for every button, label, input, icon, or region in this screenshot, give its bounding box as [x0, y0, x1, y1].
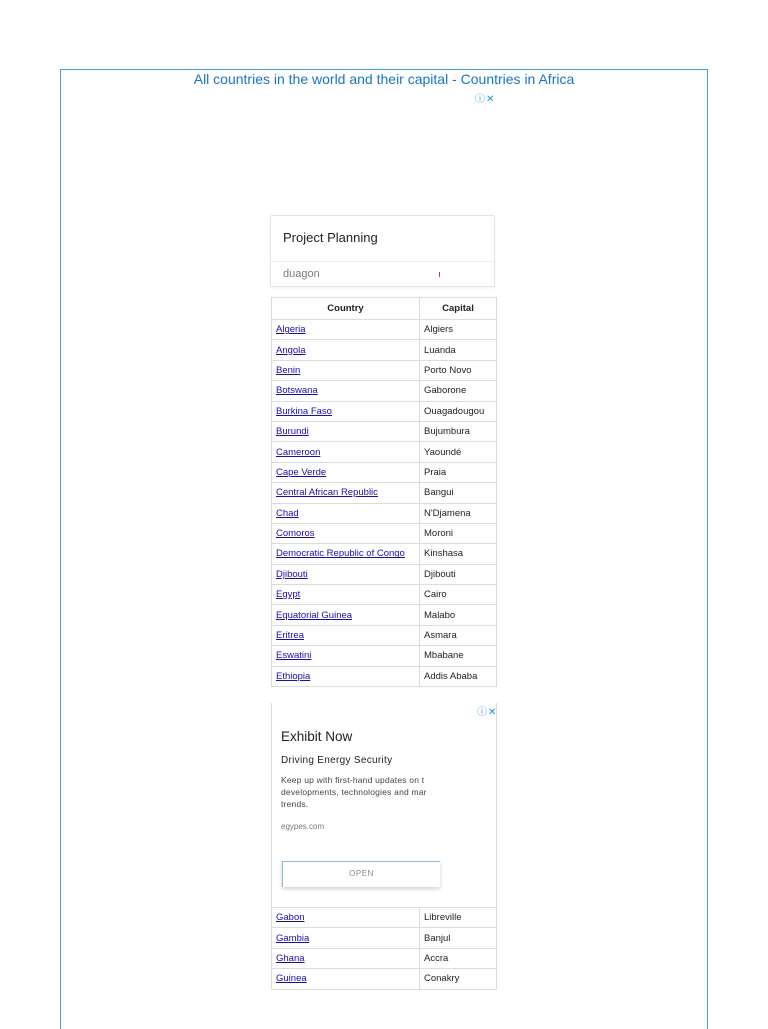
- table-row: [272, 544, 497, 564]
- country-link[interactable]: Algeria: [276, 324, 306, 336]
- country-cell: [272, 421, 420, 441]
- country-link[interactable]: Gambia: [276, 932, 310, 944]
- capital-cell: Mbabane: [420, 646, 497, 666]
- countries-table: [271, 297, 497, 687]
- ad-body-line: developments, technologies and mar: [281, 787, 427, 797]
- country-link[interactable]: Democratic Republic of Congo: [276, 548, 405, 560]
- countries-table-continued: [271, 907, 497, 990]
- table-row: [272, 483, 497, 503]
- country-link[interactable]: Burundi: [276, 426, 309, 438]
- table-row: [272, 340, 497, 360]
- capital-cell: Moroni: [420, 523, 497, 543]
- country-cell: [272, 544, 420, 564]
- country-link[interactable]: Cape Verde: [276, 466, 327, 478]
- country-cell: [272, 585, 420, 605]
- country-link[interactable]: Comoros: [276, 528, 315, 540]
- capital-cell: Libreville: [420, 908, 497, 928]
- ad-headline[interactable]: Exhibit Now: [281, 729, 353, 744]
- table-row: [272, 948, 497, 968]
- column-header-capital: Capital: [420, 298, 497, 320]
- country-cell: [272, 483, 420, 503]
- country-cell: [272, 401, 420, 421]
- country-cell: [272, 523, 420, 543]
- country-cell: [272, 646, 420, 666]
- table-body: [272, 320, 497, 687]
- ad-body-line: trends.: [281, 799, 309, 809]
- ad-card-marker-icon: [439, 272, 440, 277]
- country-cell: [272, 908, 420, 928]
- country-cell: [272, 340, 420, 360]
- country-cell: [272, 503, 420, 523]
- table-row: [272, 381, 497, 401]
- table-row: [272, 908, 497, 928]
- table-row: [272, 320, 497, 340]
- country-cell: [272, 625, 420, 645]
- ad-choices-icon[interactable]: ⓘ✕: [475, 94, 496, 105]
- table-row: [272, 360, 497, 380]
- capital-cell: Addis Ababa: [420, 666, 497, 686]
- country-cell: [272, 928, 420, 948]
- table-body: [272, 908, 497, 990]
- ad-choices-icon[interactable]: ⓘ✕: [477, 707, 498, 718]
- country-cell: [272, 462, 420, 482]
- ad-open-button[interactable]: OPEN: [282, 861, 440, 887]
- capital-cell: Asmara: [420, 625, 497, 645]
- country-link[interactable]: Eritrea: [276, 630, 304, 642]
- ad-domain: egypes.com: [281, 822, 325, 831]
- country-cell: [272, 381, 420, 401]
- table-row: [272, 523, 497, 543]
- table-row: [272, 442, 497, 462]
- capital-cell: Accra: [420, 948, 497, 968]
- ad-body-line: Keep up with first-hand updates on t: [281, 775, 425, 785]
- capital-cell: Cairo: [420, 585, 497, 605]
- country-cell: [272, 948, 420, 968]
- table-row: [272, 503, 497, 523]
- table-row: [272, 585, 497, 605]
- country-cell: [272, 605, 420, 625]
- country-link[interactable]: Gabon: [276, 912, 305, 924]
- capital-cell: Kinshasa: [420, 544, 497, 564]
- country-link[interactable]: Central African Republic: [276, 487, 378, 499]
- capital-cell: Bangui: [420, 483, 497, 503]
- capital-cell: Conakry: [420, 969, 497, 989]
- table-row: [272, 564, 497, 584]
- country-cell: [272, 320, 420, 340]
- country-link[interactable]: Ethiopia: [276, 670, 311, 682]
- capital-cell: Bujumbura: [420, 421, 497, 441]
- table-row: [272, 625, 497, 645]
- capital-cell: Malabo: [420, 605, 497, 625]
- country-link[interactable]: Benin: [276, 364, 301, 376]
- country-cell: [272, 442, 420, 462]
- table-row: [272, 666, 497, 686]
- table-row: [272, 605, 497, 625]
- capital-cell: Luanda: [420, 340, 497, 360]
- capital-cell: Yaoundé: [420, 442, 497, 462]
- table-row: [272, 646, 497, 666]
- ad-body: [281, 774, 441, 810]
- table-header-row: [272, 298, 497, 320]
- ad-card-advertiser: duagon: [283, 268, 320, 280]
- table-row: [272, 401, 497, 421]
- country-link[interactable]: Ghana: [276, 952, 305, 964]
- capital-cell: Porto Novo: [420, 360, 497, 380]
- column-header-country: Country: [272, 298, 420, 320]
- capital-cell: Djibouti: [420, 564, 497, 584]
- country-link[interactable]: Egypt: [276, 589, 301, 601]
- ad-card-title[interactable]: Project Planning: [283, 230, 378, 245]
- country-link[interactable]: Eswatini: [276, 650, 312, 662]
- table-row: [272, 969, 497, 989]
- country-cell: [272, 360, 420, 380]
- country-link[interactable]: Cameroon: [276, 446, 321, 458]
- country-link[interactable]: Guinea: [276, 973, 307, 985]
- capital-cell: N'Djamena: [420, 503, 497, 523]
- country-link[interactable]: Angola: [276, 344, 306, 356]
- country-cell: [272, 666, 420, 686]
- capital-cell: Algiers: [420, 320, 497, 340]
- ad-card-divider: [271, 261, 494, 262]
- country-link[interactable]: Chad: [276, 507, 299, 519]
- inline-ad[interactable]: [271, 703, 497, 907]
- country-link[interactable]: Botswana: [276, 385, 318, 397]
- capital-cell: Gaborone: [420, 381, 497, 401]
- table-row: [272, 421, 497, 441]
- country-cell: [272, 564, 420, 584]
- capital-cell: Banjul: [420, 928, 497, 948]
- table-row: [272, 928, 497, 948]
- ad-card[interactable]: [270, 215, 495, 287]
- country-link[interactable]: Burkina Faso: [276, 405, 332, 417]
- page-title: All countries in the world and their capital - Countries in Africa: [193, 71, 575, 87]
- country-link[interactable]: Equatorial Guinea: [276, 609, 353, 621]
- capital-cell: Praia: [420, 462, 497, 482]
- table-row: [272, 462, 497, 482]
- capital-cell: Ouagadougou: [420, 401, 497, 421]
- country-cell: [272, 969, 420, 989]
- ad-subheadline: Driving Energy Security: [281, 755, 393, 766]
- country-link[interactable]: Djibouti: [276, 568, 308, 580]
